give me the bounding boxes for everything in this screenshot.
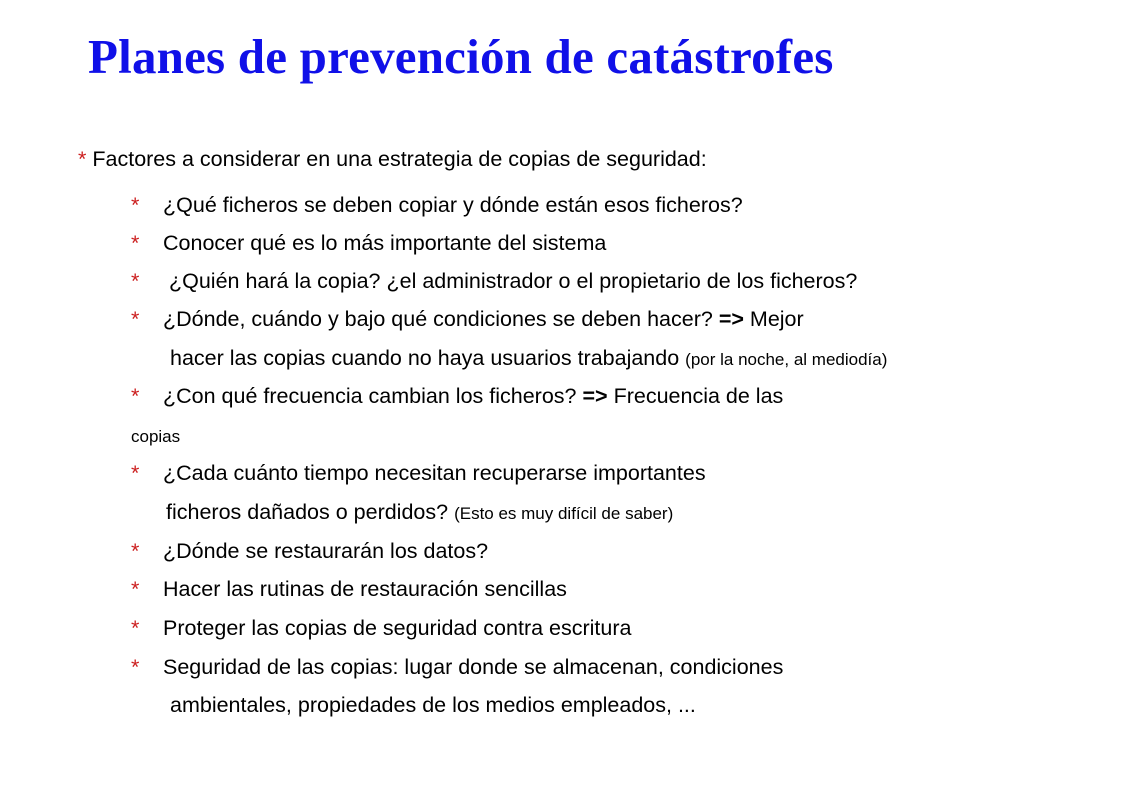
bullet-star: *: [131, 539, 140, 563]
list-item: [131, 576, 567, 602]
arrow-symbol: =>: [582, 384, 608, 408]
list-item-continuation: [170, 345, 887, 373]
item-text: ambientales, propiedades de los medios empleados, ...: [170, 693, 696, 717]
list-item: [131, 615, 631, 641]
item-text: ¿Con qué frecuencia cambian los ficheros?: [163, 384, 583, 408]
item-note: (por la noche, al mediodía): [685, 350, 888, 369]
list-item: [131, 192, 743, 218]
item-text: Conocer qué es lo más importante del sistema: [163, 231, 607, 255]
item-text: Frecuencia de las: [607, 384, 784, 408]
item-text: ¿Dónde, cuándo y bajo qué condiciones se deben hacer?: [163, 307, 719, 331]
item-text: Proteger las copias de seguridad contra escritura: [163, 616, 632, 640]
item-text: ¿Cada cuánto tiempo necesitan recuperarse importantes: [163, 461, 706, 485]
list-item-continuation: [166, 499, 673, 527]
item-text: ¿Dónde se restaurarán los datos?: [163, 539, 489, 563]
bullet-star: *: [78, 147, 87, 171]
bullet-star: *: [131, 307, 140, 331]
bullet-star: *: [131, 461, 140, 485]
arrow-symbol: =>: [718, 307, 744, 331]
item-text: ficheros dañados o perdidos?: [166, 500, 455, 524]
item-text: Hacer las rutinas de restauración sencillas: [163, 577, 567, 601]
bullet-star: *: [131, 655, 140, 679]
list-item-continuation: [170, 692, 696, 718]
list-item: [131, 538, 488, 564]
intro-text: Factores a considerar en una estrategia de copias de seguridad:: [92, 147, 707, 171]
list-item: [131, 460, 706, 486]
list-item-continuation: [131, 424, 180, 450]
list-item: [131, 230, 606, 256]
bullet-star: *: [131, 231, 140, 255]
list-item: [131, 654, 783, 680]
bullet-star: *: [131, 193, 140, 217]
item-text: ¿Quién hará la copia? ¿el administrador o el propietario de los ficheros?: [163, 269, 858, 293]
item-note: (Esto es muy difícil de saber): [454, 504, 674, 523]
slide-title: Planes de prevención de catástrofes: [88, 29, 834, 84]
intro-line: [78, 146, 707, 172]
bullet-star: *: [131, 269, 140, 293]
bullet-star: *: [131, 616, 140, 640]
item-text: copias: [131, 427, 181, 446]
item-text: ¿Qué ficheros se deben copiar y dónde están esos ficheros?: [163, 193, 743, 217]
list-item: [131, 268, 857, 294]
item-text: Seguridad de las copias: lugar donde se almacenan, condiciones: [163, 655, 784, 679]
list-item: [131, 383, 783, 409]
item-text: hacer las copias cuando no haya usuarios trabajando: [170, 346, 686, 370]
list-item: [131, 306, 804, 332]
bullet-star: *: [131, 577, 140, 601]
item-text: Mejor: [743, 307, 804, 331]
bullet-star: *: [131, 384, 140, 408]
